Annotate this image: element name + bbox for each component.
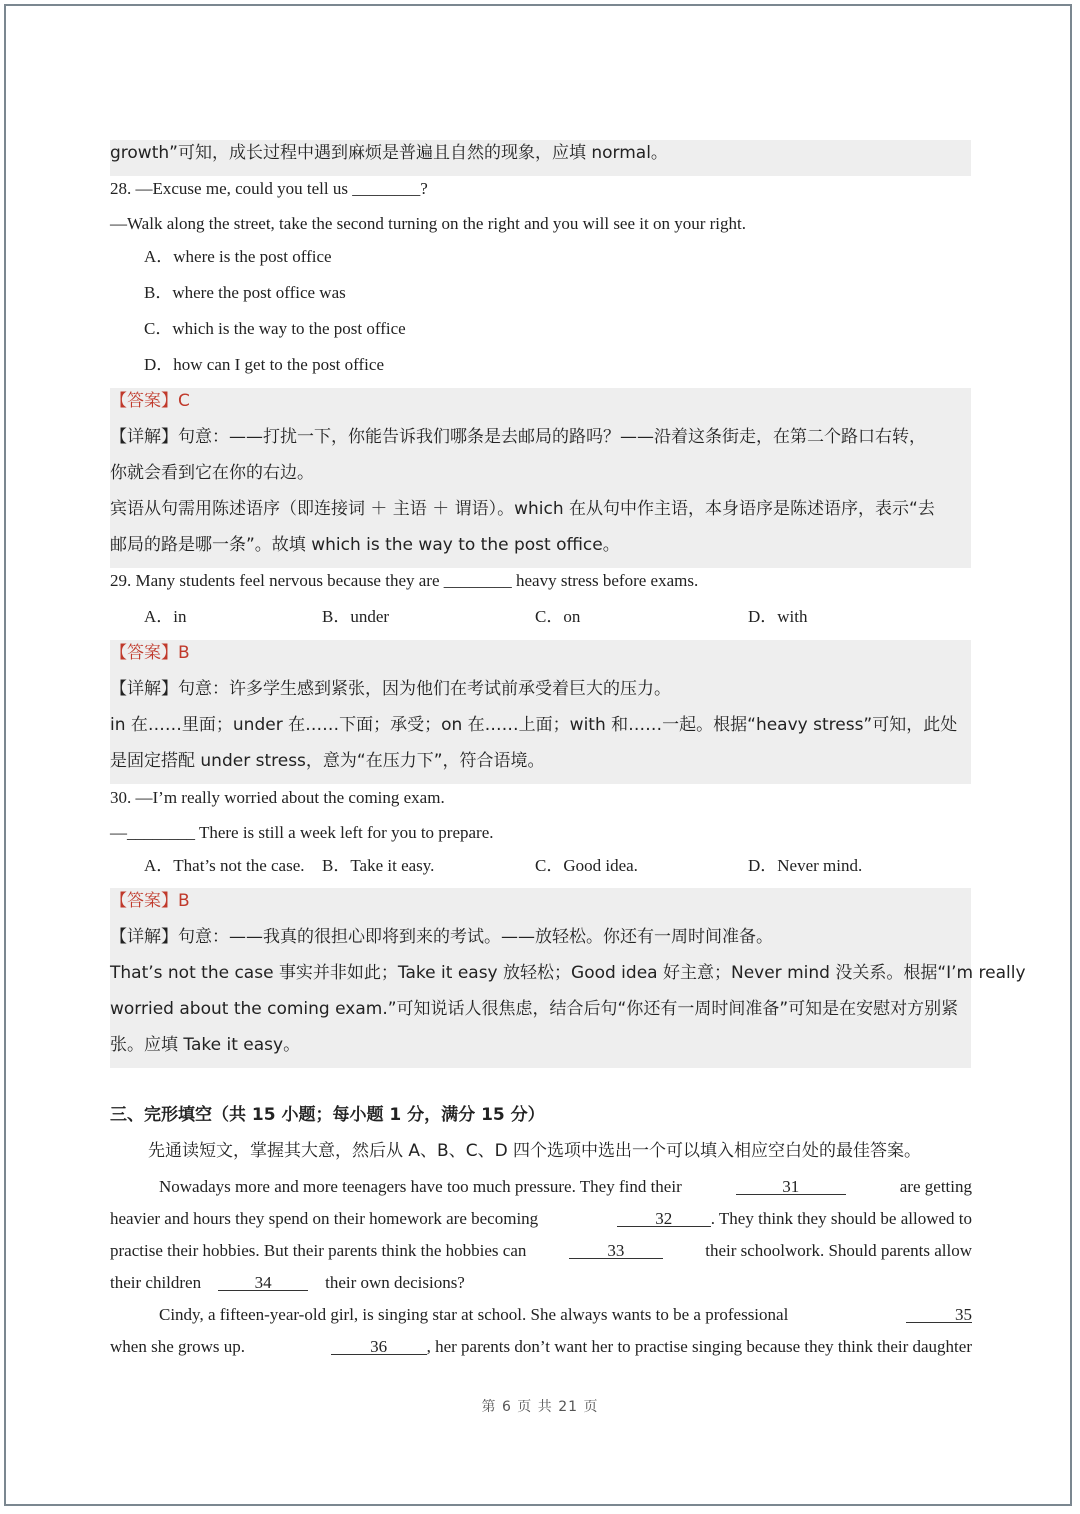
- answer-label: 【答案】: [110, 391, 178, 411]
- passage-line-6: [110, 1336, 972, 1358]
- q28-option-a: A．where is the post office: [144, 247, 332, 266]
- q30-option-d: D．Never mind.: [748, 856, 863, 875]
- blank-group: [617, 1208, 972, 1230]
- passage-text: practise their hobbies. But their parents think the hobbies can: [110, 1241, 527, 1260]
- answer-label: 【答案】: [110, 891, 178, 911]
- page-footer: 第 6 页 共 21 页: [481, 1399, 599, 1415]
- q30-detail-1: [110, 926, 773, 948]
- q29-option-d: D．with: [748, 607, 808, 626]
- q28-option-d: D．how can I get to the post office: [144, 355, 384, 374]
- q30-answer: [110, 890, 190, 912]
- passage-line-5: [110, 1304, 972, 1326]
- passage-text: , her parents don’t want her to practise singing because they think their daughter: [426, 1337, 972, 1356]
- passage-text: Cindy, a fifteen-year-old girl, is singing star at school. She always wants to be a professional: [159, 1305, 789, 1324]
- q30-detail-3: worried about the coming exam.”可知说话人很焦虑，结合后句“你还有一周时间准备”可知是在安慰对方别紧: [110, 999, 959, 1019]
- passage-line-2: [110, 1208, 972, 1230]
- q29-answer: [110, 642, 190, 664]
- answer-value: C: [178, 391, 190, 411]
- q29-option-c: C．on: [535, 607, 581, 626]
- detail-label: 【详解】: [110, 927, 178, 947]
- passage-text: when she grows up.: [110, 1337, 246, 1356]
- passage-line-1: [110, 1176, 972, 1198]
- blank-31: 31: [736, 1176, 846, 1195]
- q28-detail-3: 宾语从句需用陈述语序（即连接词 ＋ 主语 ＋ 谓语）。which 在从句中作主语，本身语序是陈述语序，表示“去: [110, 499, 935, 519]
- q29-detail-1: [110, 678, 671, 700]
- passage-text: their children: [110, 1273, 202, 1292]
- q28-answer: [110, 390, 190, 412]
- passage-text: are getting: [899, 1177, 972, 1196]
- q28-reply: —Walk along the street, take the second turning on the right and you will see it on your right.: [110, 214, 746, 233]
- passage-text: heavier and hours they spend on their homework are becoming: [110, 1209, 539, 1228]
- blank-34: 34: [218, 1272, 308, 1291]
- blank-35: 35: [906, 1304, 972, 1323]
- answer-value: B: [178, 643, 190, 663]
- q29-option-b: B．under: [322, 607, 390, 626]
- q28-option-b: B．where the post office was: [144, 283, 346, 302]
- q29-option-a: A．in: [144, 607, 187, 626]
- q29-stem: 29. Many students feel nervous because they are ________ heavy stress before exams.: [110, 571, 699, 590]
- detail-text: 句意：许多学生感到紧张，因为他们在考试前承受着巨大的压力。: [178, 679, 671, 699]
- passage-line-3: [110, 1240, 972, 1262]
- passage-text: . They think they should be allowed to: [710, 1209, 972, 1228]
- q30-reply: —________ There is still a week left for you to prepare.: [110, 823, 494, 842]
- prev-explain-tail: growth”可知，成长过程中遇到麻烦是普遍且自然的现象，应填 normal。: [110, 143, 668, 163]
- q28-detail-2: 你就会看到它在你的右边。: [110, 463, 314, 483]
- passage-line-4: [110, 1272, 465, 1294]
- q28-stem: 28. —Excuse me, could you tell us ________?: [110, 179, 428, 198]
- blank-36: 36: [331, 1336, 427, 1355]
- q30-stem: 30. —I’m really worried about the coming exam.: [110, 788, 445, 807]
- q30-detail-4: 张。应填 Take it easy。: [110, 1035, 301, 1055]
- answer-value: B: [178, 891, 190, 911]
- section-instruction: 先通读短文，掌握其大意，然后从 A、B、C、D 四个选项中选出一个可以填入相应空白处的最佳答案。: [148, 1141, 922, 1161]
- section-title: 三、完形填空（共 15 小题；每小题 1 分，满分 15 分）: [110, 1105, 545, 1125]
- q29-detail-2: in 在……里面；under 在……下面；承受；on 在……上面；with 和……一起。根据“heavy stress”可知，此处: [110, 715, 958, 735]
- detail-label: 【详解】: [110, 427, 178, 447]
- blank-33: 33: [569, 1240, 663, 1259]
- detail-text: 句意：——我真的很担心即将到来的考试。——放轻松。你还有一周时间准备。: [178, 927, 773, 947]
- q30-detail-2: That’s not the case 事实并非如此；Take it easy 放轻松；Good idea 好主意；Never mind 没关系。根据“I’m really: [110, 963, 1026, 983]
- q30-option-c: C．Good idea.: [535, 856, 638, 875]
- detail-label: 【详解】: [110, 679, 178, 699]
- answer-label: 【答案】: [110, 643, 178, 663]
- blank-32: 32: [617, 1208, 711, 1227]
- q28-detail-1: [110, 426, 926, 448]
- q30-option-b: B．Take it easy.: [322, 856, 435, 875]
- passage-text: Nowadays more and more teenagers have too much pressure. They find their: [159, 1177, 682, 1196]
- q30-option-a: A．That’s not the case.: [144, 856, 305, 875]
- q28-detail-4: 邮局的路是哪一条”。故填 which is the way to the post office。: [110, 535, 620, 555]
- q28-option-c: C．which is the way to the post office: [144, 319, 406, 338]
- blank-group: [331, 1336, 972, 1358]
- passage-text: their own decisions?: [325, 1273, 465, 1292]
- detail-text: 句意：——打扰一下，你能告诉我们哪条是去邮局的路吗？——沿着这条街走，在第二个路口右转，: [178, 427, 926, 447]
- passage-text: their schoolwork. Should parents allow: [705, 1241, 972, 1260]
- q29-detail-3: 是固定搭配 under stress，意为“在压力下”，符合语境。: [110, 751, 545, 771]
